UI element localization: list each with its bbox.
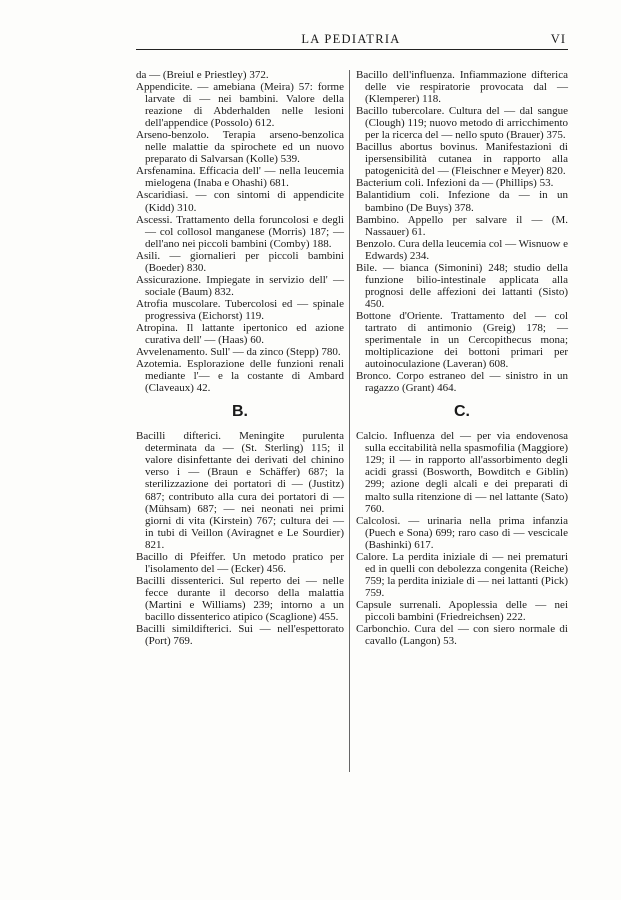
index-entry: Avvelenamento. Sull' — da zinco (Stepp) 780. bbox=[136, 346, 341, 359]
header-rule bbox=[136, 49, 568, 50]
journal-title: LA PEDIATRIA bbox=[301, 32, 401, 46]
index-entry: da — (Breiul e Priestley) 372. bbox=[136, 69, 269, 81]
index-entry: Bacterium coli. Infezioni da — (Phillips) 53. bbox=[356, 177, 554, 190]
index-entry: Bacillo di Pfeiffer. Un metodo pratico per l'isolamento del — (Ecker) 456. bbox=[136, 550, 344, 575]
index-entry: Bacillo dell'influenza. Infiammazione difterica delle vie respiratorie provocata dal — (Klemperer) 118. bbox=[356, 69, 568, 106]
index-entry: Bronco. Corpo estraneo del — sinistro in un ragazzo (Grant) 464. bbox=[356, 370, 568, 395]
index-entry: Capsule surrenali. Apoplessia delle — nei piccoli bambini (Friedreichsen) 222. bbox=[356, 598, 568, 623]
index-entry: Bacillus abortus bovinus. Manifestazioni di ipersensibilità cutanea in rapporto alla patogenicità del — (Fleischner e Meyer) 820. bbox=[356, 141, 568, 178]
index-entry: Calore. La perdita iniziale di — nei prematuri ed in quelli con debolezza congenita (Reiche) 759; la perdita iniziale di — nei lattanti (Pick) 759. bbox=[356, 550, 568, 599]
index-entry: Atropina. Il lattante ipertonico ed azione curativa dell' — (Haas) 60. bbox=[136, 321, 344, 347]
index-entry: Bacilli dissenterici. Sul reperto dei — nelle fecce durante il decorso della malattia (Martini e Williams) 239; intorno a un bacillo dissenterico atipico (Scaglione) 455. bbox=[136, 574, 344, 623]
index-entry: Ascaridiasi. — con sintomi di appendicite (Kidd) 310. bbox=[136, 189, 344, 214]
index-entry: Assicurazione. Impiegate in servizio dell' — sociale (Baum) 832. bbox=[136, 273, 344, 298]
index-entry: Ascessi. Trattamento della foruncolosi e degli — col collosol manganese (Morris) 187; — dell'ano nei piccoli bambini (Comby) 188. bbox=[136, 213, 344, 250]
index-entry: Bacillo tubercolare. Cultura del — dal sangue (Clough) 119; nuovo metodo di arricchimento per la ricerca del — nello sputo (Brauer) 375. bbox=[356, 105, 568, 142]
running-header bbox=[136, 32, 566, 50]
index-entry: Azotemia. Esplorazione delle funzioni renali mediante l'— e la costante di Ambard (Claveaux) 42. bbox=[136, 358, 344, 395]
index-entry: Bile. — bianca (Simonini) 248; studio della funzione bilio-intestinale applicata alla prognosi delle affezioni dei lattanti (Sisto) 450. bbox=[356, 261, 568, 310]
index-entry: Bacilli simildifterici. Sui — nell'espettorato (Port) 769. bbox=[136, 623, 344, 648]
index-entry: Calcio. Influenza del — per via endovenosa sulla eccitabilità nella spasmofilia (Maggiore) 129; il — in rapporto all'assorbimento degli acidi grassi (Bosworth, Bowditch e Giblin) 299; azione degli alcali e dei preparati di malto sulla ritenzione di — nel lattante (Sato) 760. bbox=[356, 430, 568, 515]
index-entry: Balantidium coli. Infezione da — in un bambino (De Buys) 378. bbox=[356, 189, 568, 214]
index-entry: Bottone d'Oriente. Trattamento del — col tartrato di antimonio (Greig) 178; — sperimentale in un Cercopithecus mona; moltiplicazione dei bottoni primari per autoinoculazione (Laveran) 608. bbox=[356, 309, 568, 371]
index-entry: Arseno-benzolo. Terapia arseno-benzolica nelle malattie da spirochete ed un nuovo preparato di Salvarsan (Kolle) 539. bbox=[136, 129, 344, 166]
index-entry: Calcolosi. — urinaria nella prima infanzia (Puech e Sona) 699; raro caso di — vescicale (Bashinki) 617. bbox=[356, 514, 568, 551]
index-entry: Bacilli difterici. Meningite purulenta determinata da — (St. Sterling) 115; il valore disinfettante dei derivati del chinino verso i — (Braun e Schäffer) 687; la sterilizzazione dei portatori di — (Justitz) 687; contributo alla cura dei portatori di — (Mühsam) 687; — nei neonati nei primi giorni di vita (Kirstein) 767; cultura dei — in tubi di Veillon (Aviragnet e Le Sourdier) 821. bbox=[136, 430, 344, 551]
column-divider bbox=[349, 70, 350, 772]
right-column bbox=[356, 69, 568, 647]
left-column bbox=[136, 69, 344, 647]
index-entry: Bambino. Appello per salvare il — (M. Nassauer) 61. bbox=[356, 213, 568, 238]
page-number: VI bbox=[550, 32, 566, 46]
index-entry: Asili. — giornalieri per piccoli bambini (Boeder) 830. bbox=[136, 249, 344, 274]
index-entry: Atrofia muscolare. Tubercolosi ed — spinale progressiva (Eichorst) 119. bbox=[136, 297, 344, 322]
index-entry: Appendicite. — amebiana (Meira) 57: forme larvate di — nei bambini. Valore della reazione di Abderhalden nelle lesioni dell'appendice (Possolo) 612. bbox=[136, 81, 344, 130]
section-letter-c: C. bbox=[454, 403, 470, 421]
index-entry: Benzolo. Cura della leucemia col — Wisnuow e Edwards) 234. bbox=[356, 237, 568, 262]
index-entry: Carbonchio. Cura del — con siero normale di cavallo (Langon) 53. bbox=[356, 623, 568, 648]
section-letter-b: B. bbox=[232, 403, 248, 421]
index-entry: Arsfenamina. Efficacia dell' — nella leucemia mielogena (Inaba e Ohashi) 681. bbox=[136, 165, 344, 190]
